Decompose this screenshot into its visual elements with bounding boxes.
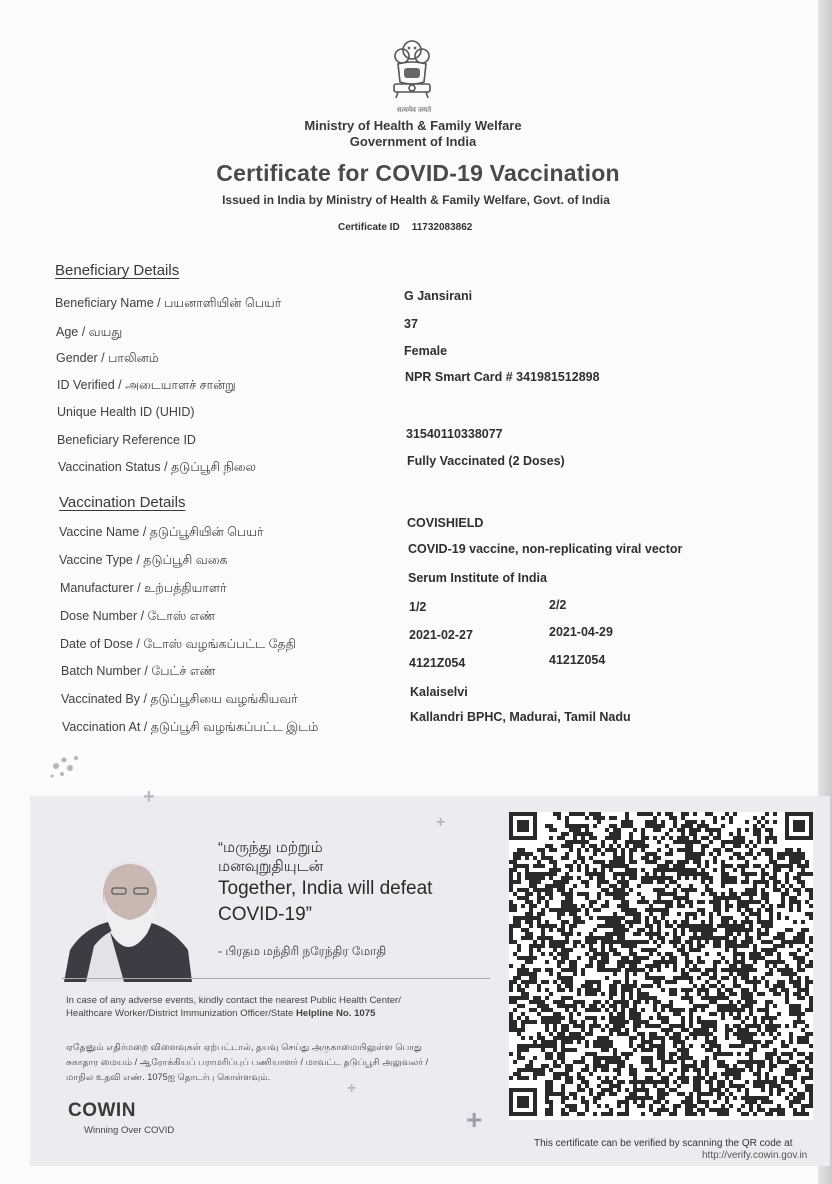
adverse-english-line-1: In case of any adverse events, kindly contact the nearest Public Health Center/	[66, 995, 401, 1006]
paper-speck-decoration	[44, 746, 86, 786]
plus-decoration-icon: +	[466, 1104, 483, 1135]
vaccine-type-label: Vaccine Type / தடுப்பூசி வகை	[59, 553, 228, 567]
date-of-dose-value-2: 2021-04-29	[549, 625, 613, 639]
pm-quote	[218, 838, 432, 928]
dose-number-label: Dose Number / டோஸ் எண்	[60, 609, 216, 623]
verification-url: http://verify.cowin.gov.in	[702, 1150, 808, 1161]
batch-number-value-1: 4121Z054	[409, 656, 466, 670]
certificate-id-label: Certificate ID	[338, 222, 400, 233]
age-label: Age / வயது	[56, 325, 123, 339]
quote-tamil-line-2: மனவுறுதியுடன்	[218, 858, 324, 875]
government-name: Government of India	[349, 134, 477, 149]
plus-decoration-icon: +	[436, 814, 446, 831]
issued-by: Issued in India by Ministry of Health & Family Welfare, Govt. of India	[222, 193, 610, 207]
adverse-tamil-line-3: மாநில உதவி எண். 1075ஐ தொடர்பு கொள்ளவும்.	[66, 1072, 271, 1082]
cowin-logo: COWIN	[68, 1100, 136, 1121]
beneficiary-name-value: G Jansirani	[404, 289, 473, 303]
adverse-english-line-2	[66, 1007, 401, 1020]
adverse-events-tamil	[66, 1040, 428, 1085]
quote-english-line-2: COVID-19”	[218, 904, 312, 925]
vaccinated-by-value: Kalaiselvi	[410, 685, 468, 699]
date-of-dose-value-1: 2021-02-27	[409, 628, 473, 642]
plus-decoration-icon: +	[347, 1080, 357, 1097]
adverse-events-english	[66, 994, 401, 1020]
emblem-motto: सत्यमेव जयते	[397, 107, 432, 114]
divider	[62, 978, 490, 979]
prime-minister-photo	[64, 850, 192, 982]
vaccination-section-title: Vaccination Details	[59, 494, 186, 511]
dose-number-value-2: 2/2	[549, 598, 567, 612]
vaccine-name-label: Vaccine Name / தடுப்பூசியின் பெயர்	[59, 525, 264, 539]
vaccination-at-label: Vaccination At / தடுப்பூசி வழங்கப்பட்ட இடம்	[62, 720, 319, 734]
adverse-english-line-2-text: Healthcare Worker/District Immunization Officer/State	[66, 1008, 296, 1019]
vaccine-name-value: COVISHIELD	[407, 516, 484, 530]
certificate-title: Certificate for COVID-19 Vaccination	[216, 160, 620, 186]
uhid-label: Unique Health ID (UHID)	[57, 405, 195, 419]
gender-value: Female	[404, 344, 448, 358]
national-emblem-icon	[384, 36, 440, 114]
manufacturer-value: Serum Institute of India	[408, 571, 547, 585]
date-of-dose-label: Date of Dose / டோஸ் வழங்கப்பட்ட தேதி	[60, 637, 296, 651]
vaccine-type-value: COVID-19 vaccine, non-replicating viral vector	[408, 542, 683, 556]
gender-label: Gender / பாலினம்	[56, 351, 159, 365]
helpline-number: Helpline No. 1075	[295, 1008, 376, 1019]
age-value: 37	[404, 317, 418, 331]
id-verified-label: ID Verified / அடையாளச் சான்று	[57, 378, 236, 392]
batch-number-label: Batch Number / பேட்ச் எண்	[61, 664, 216, 678]
batch-number-value-2: 4121Z054	[549, 653, 606, 667]
plus-decoration-icon: +	[143, 786, 155, 808]
dose-number-value-1: 1/2	[409, 600, 427, 614]
id-verified-value: NPR Smart Card # 341981512898	[405, 370, 600, 384]
beneficiary-section-title: Beneficiary Details	[55, 262, 180, 279]
certificate-id-value: 11732083862	[411, 222, 473, 233]
qr-code	[509, 812, 813, 1120]
vaccination-status-label: Vaccination Status / தடுப்பூசி நிலை	[58, 460, 257, 474]
manufacturer-label: Manufacturer / உற்பத்தியாளர்	[60, 581, 227, 595]
beneficiary-name-label: Beneficiary Name / பயனாளியின் பெயர்	[55, 296, 282, 310]
cowin-tagline: Winning Over COVID	[84, 1125, 175, 1136]
verification-note	[534, 1138, 807, 1162]
vaccination-at-value: Kallandri BPHC, Madurai, Tamil Nadu	[410, 710, 631, 724]
vaccination-status-value: Fully Vaccinated (2 Doses)	[407, 454, 565, 468]
quote-english-line-1: Together, India will defeat	[218, 878, 433, 899]
certificate-id-line	[338, 222, 472, 233]
quote-tamil-line-1: “மருந்து மற்றும்	[218, 839, 323, 856]
beneficiary-reference-id-value: 31540110338077	[406, 427, 503, 441]
vaccinated-by-label: Vaccinated By / தடுப்பூசியை வழங்கியவர்	[61, 692, 298, 706]
quote-attribution: - பிரதம மந்திரி நரேந்திர மோதி	[218, 944, 387, 958]
adverse-tamil-line-1: ஏதேனும் எதிர்மறை விளைவுகள் ஏற்பட்டால், தயவு செய்து அருகாமையிலுள்ள பொது	[66, 1042, 423, 1052]
adverse-tamil-line-2: சுகாதார மையம் / ஆரோக்கியப் பராமரிப்புப் பணியாளர் / மாவட்ட தடுப்பூசி அலுவலர் /	[66, 1057, 429, 1067]
beneficiary-reference-id-label: Beneficiary Reference ID	[57, 433, 196, 447]
verification-line-1: This certificate can be verified by scanning the QR code at	[534, 1138, 793, 1149]
ministry-name: Ministry of Health & Family Welfare	[304, 118, 522, 133]
